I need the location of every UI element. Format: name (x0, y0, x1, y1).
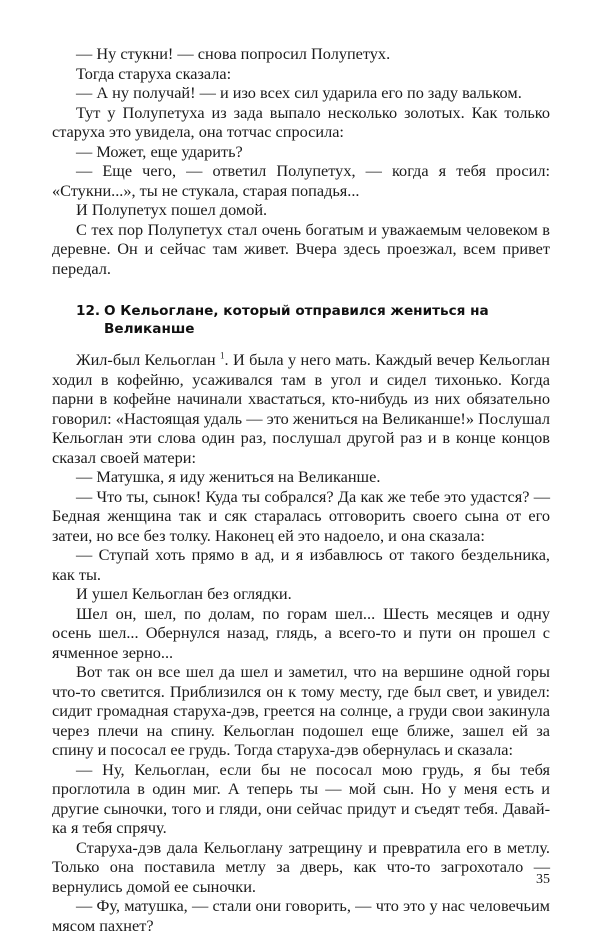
paragraph: — Фу, матушка, — стали они говорить, — что это у нас человечьим мясом пахнет? (52, 896, 550, 935)
paragraph: — Что ты, сынок! Куда ты собрался? Да как же тебе это удастся? — Бедная женщина так и сяк старалась отговорить своего сына от его затеи, но все без толку. Наконец ей это надоело, и она сказала: (52, 486, 550, 545)
paragraph: — Ну стукни! — снова попросил Полупетух. (76, 44, 391, 63)
paragraph: Тогда старуха сказала: (76, 63, 232, 83)
paragraph: С тех пор Полупетух стал очень богатым и уважаемым человеком в деревне. Он и сейчас там живет. Вчера здесь проезжал, всем привет передал. (52, 219, 550, 278)
page-number: 35 (536, 872, 550, 887)
page-body (52, 44, 550, 935)
paragraph: — Может, еще ударить? (76, 141, 243, 161)
paragraph: — А ну получай! — и изо всех сил ударила его по заду вальком. (76, 83, 522, 102)
paragraph-text: Жил-был Кельоглан (76, 350, 216, 369)
paragraph: Вот так он все шел да шел и заметил, что на вершине одной горы что-то светится. Приблизился он к тому месту, где был свет, и увидел: сидит громадная старуха-дэв, греется на солнце, а груди свои закинула через плечи на спину. Кельоглан подошел еще ближе, зашел ей за спину и пососал ее грудь. Тогда старуха-дэв обернулась и сказала: (52, 662, 550, 759)
paragraph: И Полупетух пошел домой. (76, 200, 268, 219)
paragraph: — Ступай хоть прямо в ад, и я избавлюсь от такого бездельника, как ты. (52, 545, 550, 584)
section-heading (76, 302, 550, 338)
paragraph: Шел он, шел, по долам, по горам шел... Шесть месяцев и одну осень шел... Обернулся назад, глядь, а всего-то и пути он прошел с ячменное зерно... (52, 603, 550, 662)
paragraph: — Еще чего, — ответил Полупетух, — когда я тебя просил: «Стукни...», ты не стукала, старая попадья... (52, 161, 550, 200)
footnote-marker[interactable]: 1 (220, 350, 225, 361)
paragraph: Тут у Полупетуха из зада выпало несколько золотых. Как только старуха это увидела, она тотчас спросила: (52, 102, 550, 141)
paragraph-first (52, 350, 550, 467)
paragraph-text: . И была у него мать. Каждый вечер Кельоглан ходил в кофейню, усаживался там в угол и сидел тихонько. Когда парни в кофейне начинали хвастаться, кто-нибудь из них обязательно говорил: «Настоящая удаль — это жениться на Великанше!» Послушал Кельоглан эти слова один раз, послушал другой раз и в конце концов сказал своей матери: (52, 350, 550, 467)
paragraph: — Ну, Кельоглан, если бы не пососал мою грудь, я бы тебя проглотила в один миг. А теперь ты — мой сын. Но у меня есть и другие сыночки, того и гляди, они сейчас придут и съедят тебя. Давай-ка я тебя спрячу. (52, 759, 550, 837)
paragraph: Старуха-дэв дала Кельоглану затрещину и превратила его в метлу. Только она поставила метлу за дверь, как что-то загрохотало — вернулись домой ее сыночки. (52, 837, 550, 896)
section-number: 12. (76, 303, 101, 319)
paragraph: И ушел Кельоглан без оглядки. (76, 584, 292, 603)
section-title: О Кельоглане, который отправился жениться на Великанше (104, 303, 489, 337)
paragraph: — Матушка, я иду жениться на Великанше. (76, 467, 381, 486)
